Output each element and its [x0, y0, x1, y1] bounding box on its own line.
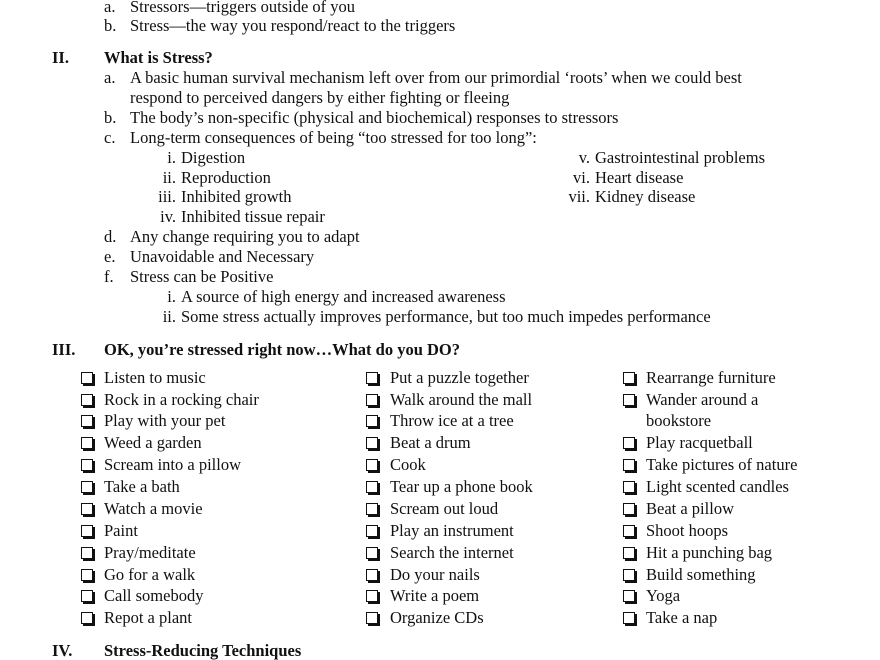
checkbox[interactable] — [366, 590, 378, 602]
item-c-label: c. — [104, 128, 116, 147]
subitem-text: Kidney disease — [595, 187, 696, 206]
item-b-text: Stress—the way you respond/react to the triggers — [130, 16, 456, 35]
checklist-item: Search the internet — [390, 543, 514, 562]
checkbox[interactable] — [81, 612, 93, 624]
checklist-item: Tear up a phone book — [390, 477, 533, 496]
checklist-item: Paint — [104, 521, 138, 540]
item-e-text: Unavoidable and Necessary — [130, 247, 315, 266]
checklist-item: Hit a punching bag — [646, 543, 773, 562]
checklist-item: Write a poem — [390, 586, 480, 605]
checklist-item: Beat a pillow — [646, 499, 734, 518]
subitem-text: Reproduction — [181, 168, 271, 187]
checkbox[interactable] — [623, 525, 635, 537]
checkbox[interactable] — [366, 394, 378, 406]
checklist-item: Play with your pet — [104, 411, 226, 430]
checklist-item: bookstore — [646, 411, 712, 430]
subitem-label: i. — [167, 148, 176, 167]
checkbox[interactable] — [81, 415, 93, 427]
checklist-item: Shoot hoops — [646, 521, 729, 540]
checkbox[interactable] — [623, 459, 635, 471]
item-d-label: d. — [104, 227, 117, 246]
checkbox[interactable] — [81, 437, 93, 449]
checkbox[interactable] — [366, 459, 378, 471]
checkbox[interactable] — [366, 481, 378, 493]
section-number: II. — [52, 48, 69, 67]
item-b-label: b. — [104, 16, 117, 35]
checkbox[interactable] — [81, 394, 93, 406]
checklist-item: Rearrange furniture — [646, 368, 776, 387]
subitem-label: ii. — [162, 168, 176, 187]
checklist-item: Listen to music — [104, 368, 206, 387]
subitem-label: iv. — [160, 207, 176, 226]
checkbox[interactable] — [81, 481, 93, 493]
checkbox[interactable] — [623, 503, 635, 515]
checkbox[interactable] — [366, 569, 378, 581]
checkbox[interactable] — [623, 481, 635, 493]
item-a-label: a. — [104, 0, 116, 16]
checklist-item: Go for a walk — [104, 565, 196, 584]
checklist-item: Pray/meditate — [104, 543, 196, 562]
checklist-item: Yoga — [646, 586, 681, 605]
item-a-continued: respond to perceived dangers by either fighting or fleeing — [130, 88, 510, 107]
section-number: III. — [52, 340, 76, 359]
checklist-item: Do your nails — [390, 565, 480, 584]
checkbox[interactable] — [81, 459, 93, 471]
section-heading: Stress-Reducing Techniques — [104, 641, 302, 660]
checklist-item: Repot a plant — [104, 608, 192, 627]
checkbox[interactable] — [81, 569, 93, 581]
checkbox[interactable] — [623, 372, 635, 384]
subitem-label: vi. — [573, 168, 590, 187]
checklist-item: Beat a drum — [390, 433, 471, 452]
checkbox[interactable] — [623, 437, 635, 449]
checklist-item: Watch a movie — [104, 499, 203, 518]
subitem-text: Gastrointestinal problems — [595, 148, 766, 167]
checkbox[interactable] — [81, 590, 93, 602]
checkbox[interactable] — [366, 437, 378, 449]
checkbox[interactable] — [366, 612, 378, 624]
checklist-item: Wander around a — [646, 390, 759, 409]
checkbox[interactable] — [81, 547, 93, 559]
subitem-label: vii. — [568, 187, 590, 206]
item-f-label: f. — [104, 267, 114, 286]
checklist-item: Call somebody — [104, 586, 204, 605]
checkbox[interactable] — [366, 372, 378, 384]
checklist-item: Throw ice at a tree — [390, 411, 514, 430]
item-a-label: a. — [104, 68, 116, 87]
checkbox[interactable] — [81, 503, 93, 515]
checklist-item: Light scented candles — [646, 477, 789, 496]
checklist-item: Cook — [390, 455, 426, 474]
checklist-item: Take pictures of nature — [646, 455, 798, 474]
item-d-text: Any change requiring you to adapt — [130, 227, 360, 246]
subitem-text: Inhibited tissue repair — [181, 207, 325, 226]
checkbox[interactable] — [81, 372, 93, 384]
subitem-text: Inhibited growth — [181, 187, 292, 206]
checkbox[interactable] — [366, 547, 378, 559]
subitem-label: iii. — [158, 187, 176, 206]
checklist-item: Rock in a rocking chair — [104, 390, 259, 409]
item-b-label: b. — [104, 108, 117, 127]
checklist-item: Weed a garden — [104, 433, 202, 452]
subitem-label: ii. — [162, 307, 176, 326]
subitem-text: A source of high energy and increased awareness — [181, 287, 506, 306]
checklist-item: Build something — [646, 565, 756, 584]
checklist-item: Play an instrument — [390, 521, 514, 540]
checklist-item: Scream out loud — [390, 499, 499, 518]
checkbox[interactable] — [366, 503, 378, 515]
checklist-item: Put a puzzle together — [390, 368, 529, 387]
checkbox[interactable] — [81, 525, 93, 537]
section-heading: What is Stress? — [104, 48, 213, 67]
checklist-item: Take a nap — [646, 608, 718, 627]
checkbox[interactable] — [366, 525, 378, 537]
item-a-text: A basic human survival mechanism left over from our primordial ‘roots’ when we could best — [130, 68, 742, 87]
checkbox[interactable] — [623, 394, 635, 406]
checklist-item: Play racquetball — [646, 433, 753, 452]
item-b-text: The body’s non-specific (physical and biochemical) responses to stressors — [130, 108, 619, 127]
checklist-item: Scream into a pillow — [104, 455, 242, 474]
checkbox[interactable] — [366, 415, 378, 427]
item-a-text: Stressors—triggers outside of you — [130, 0, 356, 16]
item-c-text: Long-term consequences of being “too stressed for too long”: — [130, 128, 537, 147]
subitem-text: Heart disease — [595, 168, 684, 187]
item-f-text: Stress can be Positive — [130, 267, 274, 286]
subitem-text: Some stress actually improves performance, but too much impedes performance — [181, 307, 711, 326]
section-heading: OK, you’re stressed right now…What do you DO? — [104, 340, 460, 359]
checkbox[interactable] — [623, 612, 635, 624]
subitem-label: i. — [167, 287, 176, 306]
checkbox[interactable] — [623, 590, 635, 602]
section-number: IV. — [52, 641, 73, 660]
checklist-item: Organize CDs — [390, 608, 484, 627]
checkbox[interactable] — [623, 569, 635, 581]
subitem-label: v. — [578, 148, 590, 167]
checkbox[interactable] — [623, 547, 635, 559]
checklist-item: Walk around the mall — [390, 390, 533, 409]
checklist-item: Take a bath — [104, 477, 180, 496]
item-e-label: e. — [104, 247, 116, 266]
subitem-text: Digestion — [181, 148, 246, 167]
